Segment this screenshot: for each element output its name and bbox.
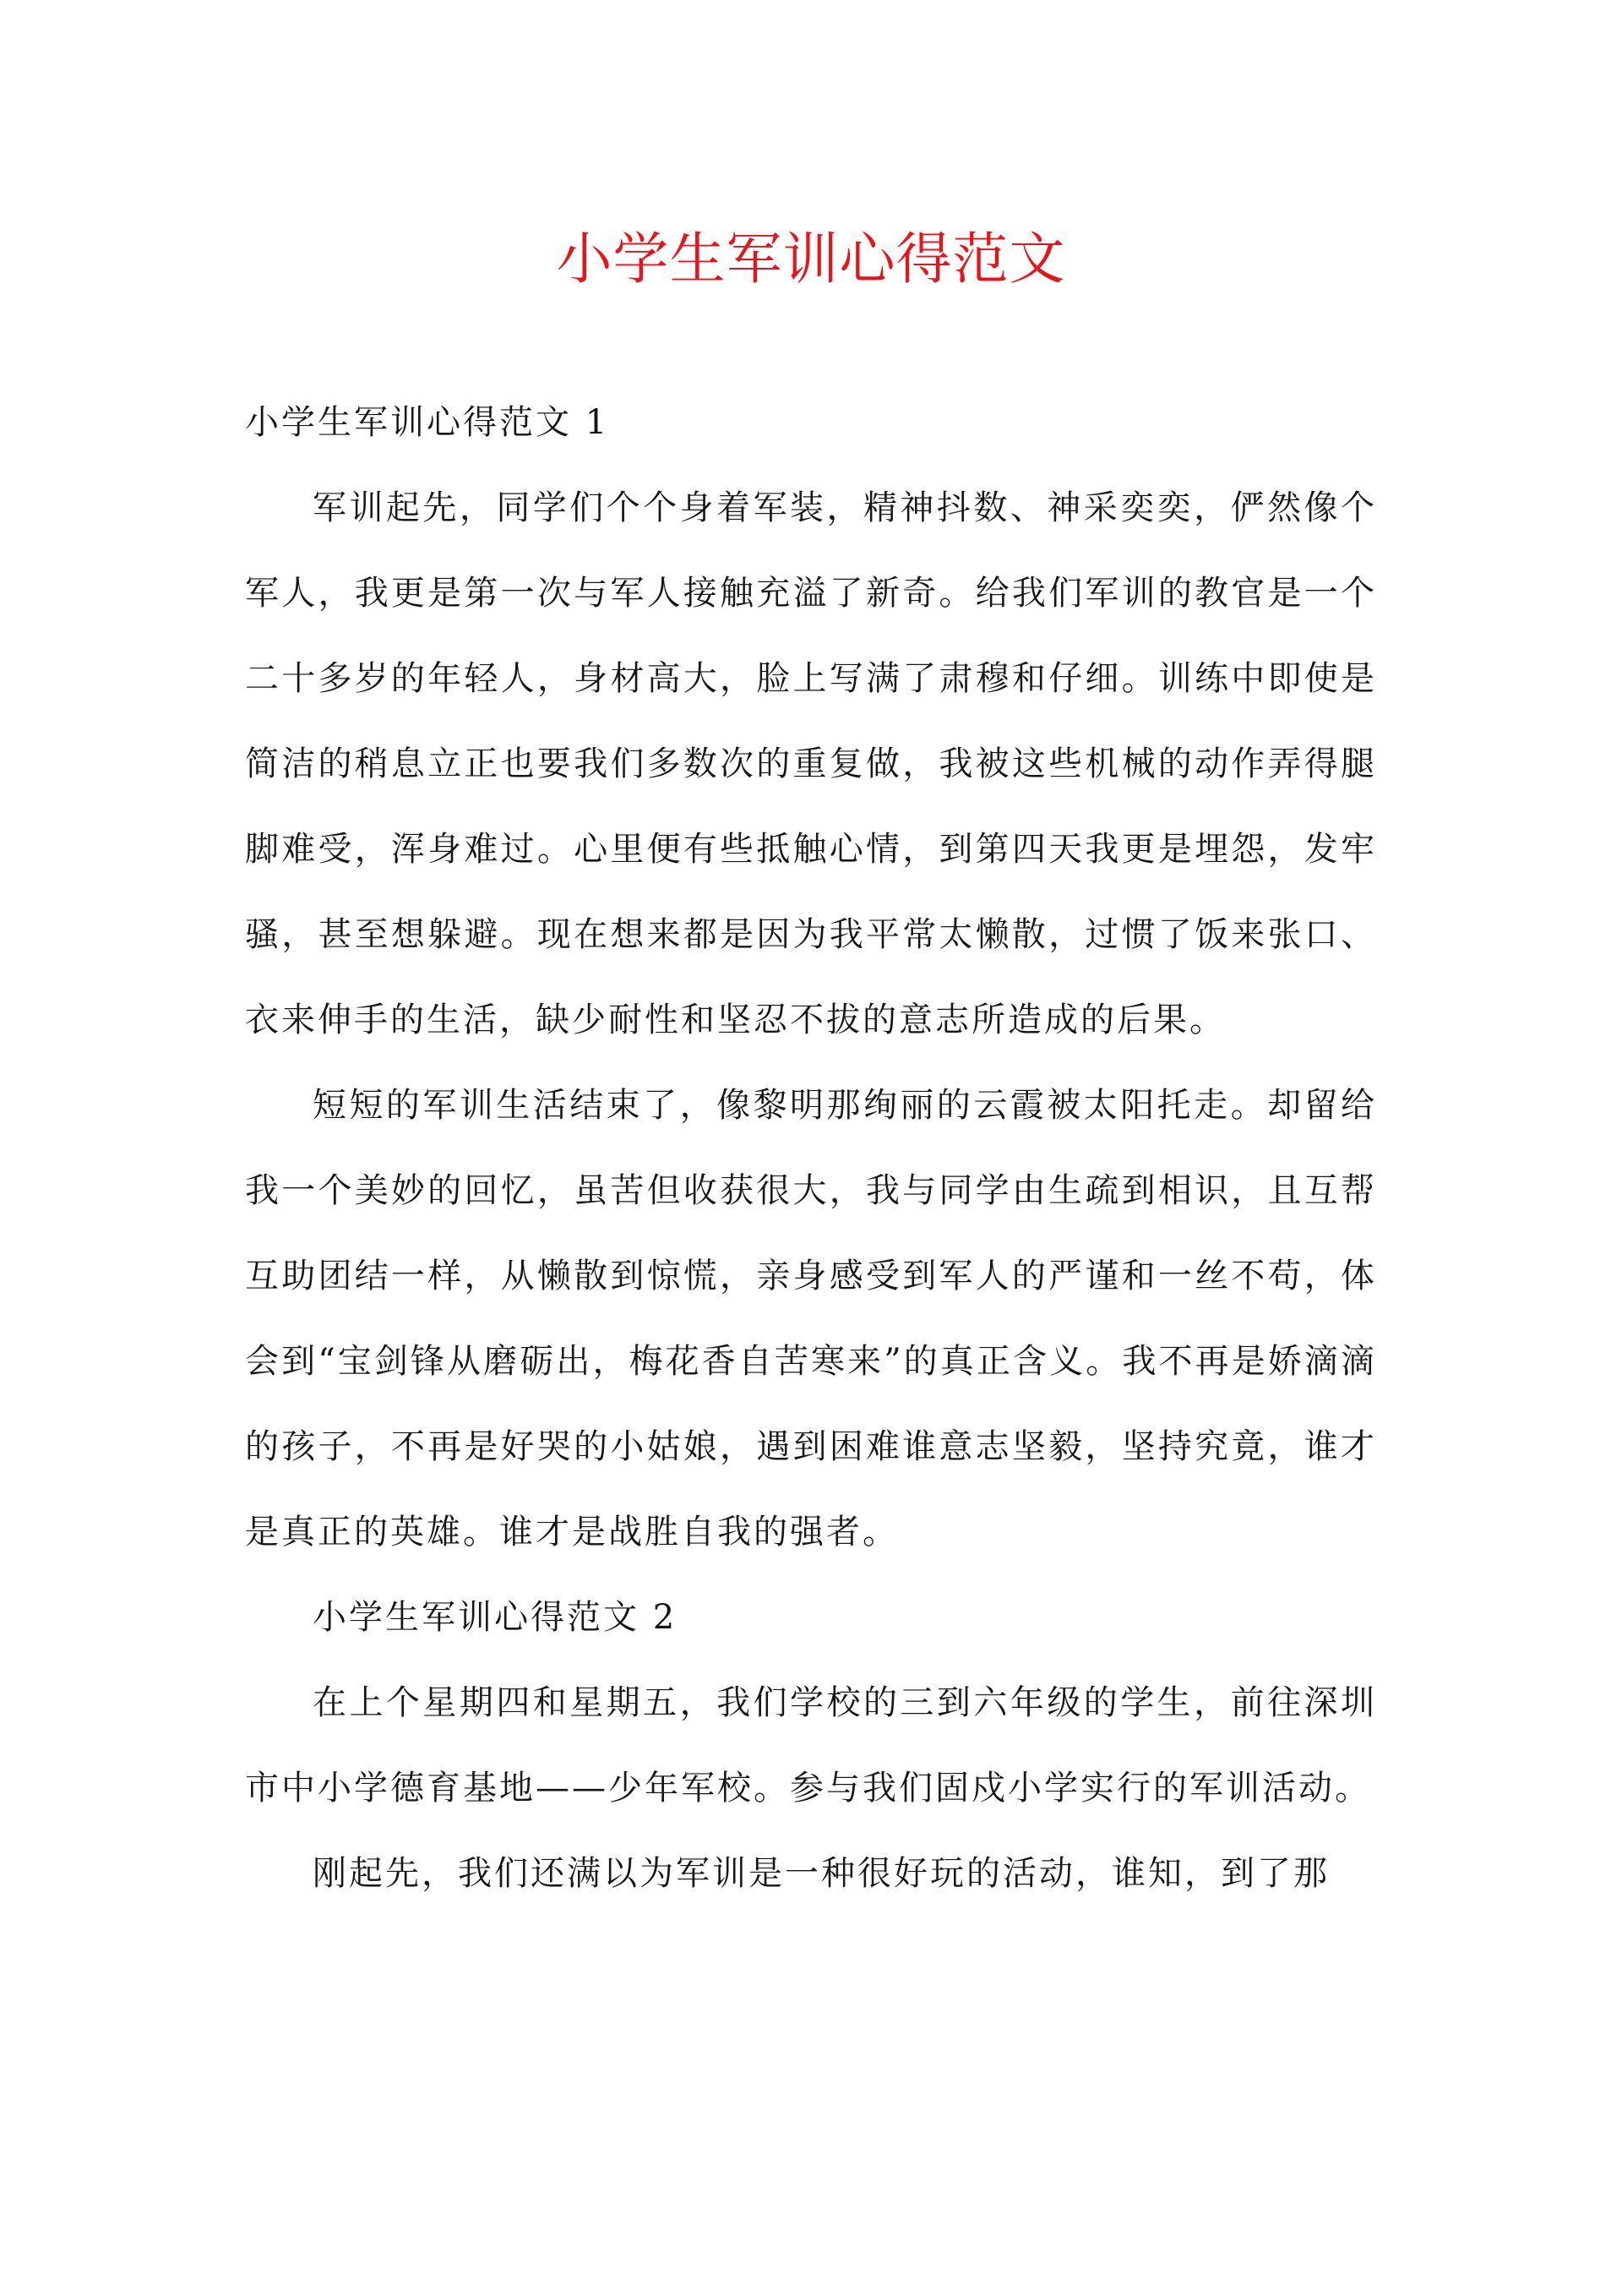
paragraph: 在上个星期四和星期五，我们学校的三到六年级的学生，前往深圳市中小学德育基地——少年军校。参与我们固戍小学实行的军训活动。: [245, 1683, 1377, 1808]
section-heading-2: 小学生军训心得范文 2: [313, 1598, 678, 1637]
section-heading-1: 小学生军训心得范文 1: [245, 403, 610, 442]
paragraph: 短短的军训生活结束了，像黎明那绚丽的云霞被太阳托走。却留给我一个美妙的回忆，虽苦但收获很大，我与同学由生疏到相识，且互帮互助团结一样，从懒散到惊慌，亲身感受到军人的严谨和一丝不苟，体会到“宝剑锋从磨砺出，梅花香自苦寒来”的真正含义。我不再是娇滴滴的孩子，不再是好哭的小姑娘，遇到困难谁意志坚毅，坚持究竟，谁才是真正的英雄。谁才是战胜自我的强者。: [245, 1086, 1377, 1552]
paragraph: 军训起先，同学们个个身着军装，精神抖数、神采奕奕，俨然像个军人，我更是第一次与军人接触充溢了新奇。给我们军训的教官是一个二十多岁的年轻人，身材高大，脸上写满了肃穆和仔细。训练中即使是简洁的稍息立正也要我们多数次的重复做，我被这些机械的动作弄得腿脚难受，浑身难过。心里便有些抵触心情，到第四天我更是埋怨，发牢骚，甚至想躲避。现在想来都是因为我平常太懒散，过惯了饭来张口、衣来伸手的生活，缺少耐性和坚忍不拔的意志所造成的后果。: [245, 488, 1377, 1039]
document-body: [245, 380, 1377, 1917]
document-title: 小学生军训心得范文: [556, 226, 1066, 292]
paragraph: 刚起先，我们还满以为军训是一种很好玩的活动，谁知，到了那: [313, 1854, 1330, 1893]
